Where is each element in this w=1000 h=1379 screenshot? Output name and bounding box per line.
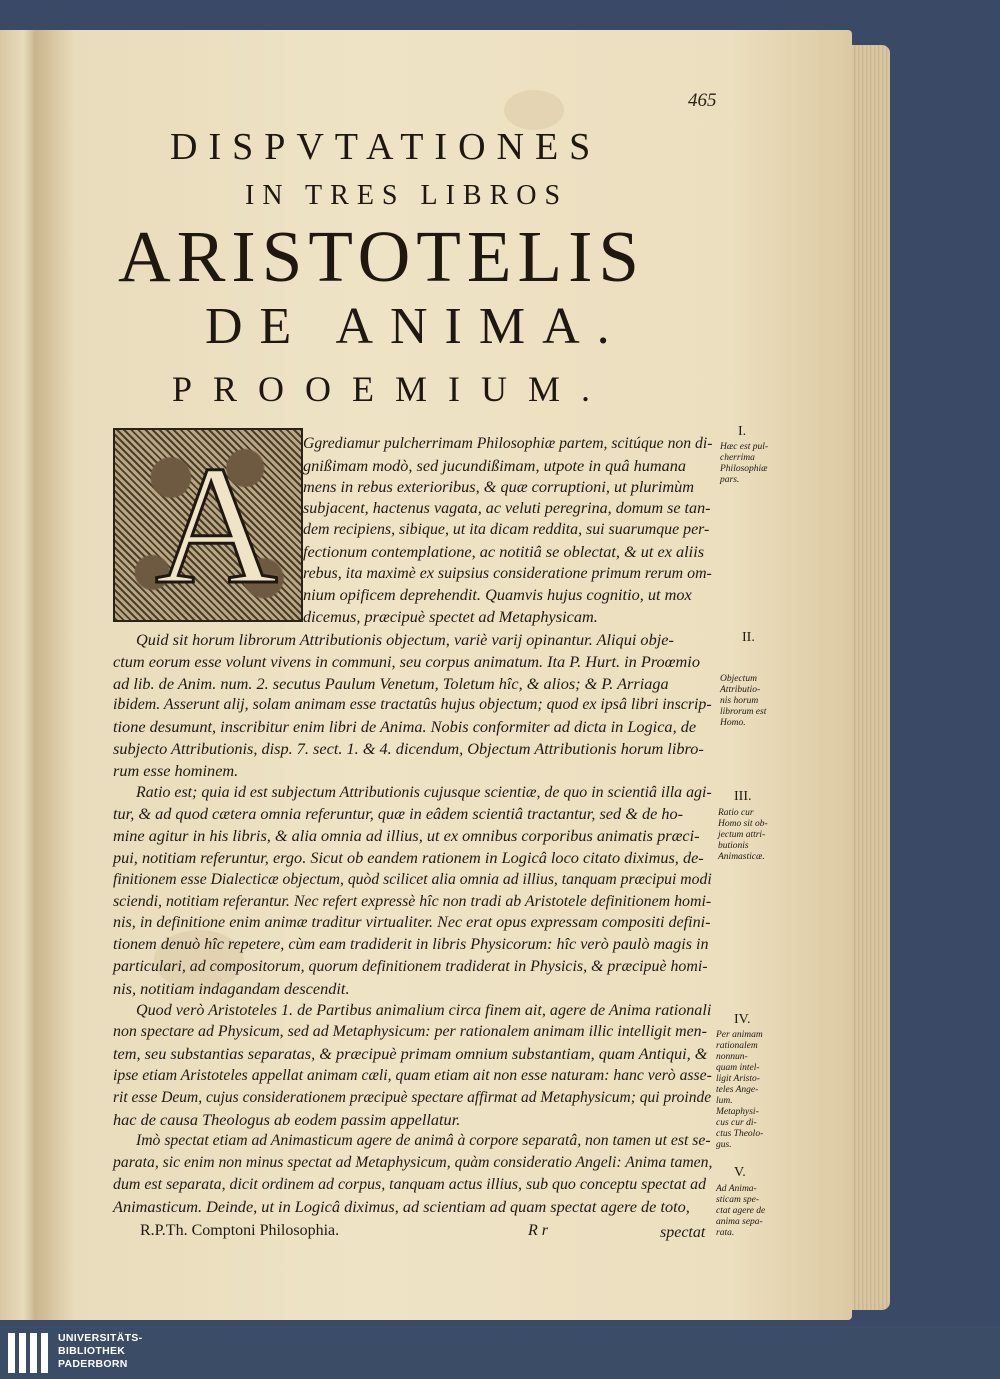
body-line: dem recipiens, sibique, ut ita dicam reddita, sui suarumque per- bbox=[303, 521, 710, 539]
body-line: nis, notitiam indagandam descendit. bbox=[113, 978, 350, 998]
margin-note-text: Metaphysi- bbox=[716, 1107, 759, 1117]
margin-note-text: pars. bbox=[720, 475, 740, 485]
library-name-line: PADERBORN bbox=[58, 1358, 128, 1370]
body-line: dum est separata, dicit ordinem ad corpus, tanquam actus illius, sub quo conceptu spectat ad bbox=[113, 1176, 707, 1193]
margin-note-text: gus. bbox=[716, 1140, 732, 1150]
margin-note-number: III. bbox=[734, 789, 752, 804]
body-line: parata, sic enim non minus spectat ad Metaphysicum, quàm consideratio Angeli: Anima tamen, bbox=[113, 1154, 713, 1172]
title-line-3: ARISTOTELIS bbox=[118, 216, 645, 297]
margin-note-text: sticam spe- bbox=[716, 1195, 760, 1205]
margin-note-text: Homo sit ob- bbox=[718, 819, 768, 829]
margin-note-text: butionis bbox=[718, 841, 749, 851]
library-banner bbox=[0, 1325, 1000, 1379]
body-line: sciendi, notitiam referantur. Nec refert expressè hîc non tradi ab Aristotele definitionem homi- bbox=[113, 892, 712, 910]
body-line: Animasticum. Deinde, ut in Logicâ diximus, ad scientiam ad quam spectat agere de toto, bbox=[113, 1196, 690, 1216]
body-line: subjacent, hactenus vagata, ac veluti peregrina, domum se tan- bbox=[303, 499, 711, 517]
body-line: hac de causa Theologus ab eodem passim appellatur. bbox=[113, 1109, 461, 1129]
margin-note-text: nis horum bbox=[720, 696, 759, 706]
margin-note-text: rata. bbox=[716, 1228, 735, 1238]
page-number: 465 bbox=[688, 90, 717, 111]
body-line: ipse etiam Aristoteles appellat animam cæli, quam etiam ait non esse naturam: hanc verò asse- bbox=[113, 1067, 712, 1084]
body-line: rum esse hominem. bbox=[113, 760, 239, 780]
ornamental-initial bbox=[113, 428, 303, 622]
margin-note-text: nonnun- bbox=[716, 1052, 748, 1062]
margin-note-text: Hæc est pul- bbox=[720, 442, 769, 452]
margin-note-number: II. bbox=[742, 630, 755, 645]
body-line: rit esse Deum, cujus considerationem præcipuè spectare affirmat ad Metaphysicum; qui proinde bbox=[113, 1088, 712, 1106]
body-line: ad lib. de Anim. num. 2. secutus Paulum Venetum, Toletum hîc, & alios; & P. Arriaga bbox=[113, 673, 669, 693]
margin-note-text: Philosophiæ bbox=[720, 464, 768, 474]
body-line: particulari, ad compositorum, quorum definitionem tradiderat in Physicis, & præcipuè homi- bbox=[113, 958, 708, 975]
body-line: tionem denuò hîc repetere, cùm eam tradiderit in libris Physicorum: hîc verò paulò magis in bbox=[113, 936, 709, 954]
margin-note-number: IV. bbox=[734, 1012, 751, 1027]
margin-note-text: Ad Anima- bbox=[716, 1184, 757, 1194]
section-heading: PROOEMIUM. bbox=[172, 369, 612, 409]
footer-running-title: R.P.Th. Comptoni Philosophia. bbox=[140, 1222, 340, 1239]
body-line: Quid sit horum librorum Attributionis objectum, variè varij opinantur. Aliqui obje- bbox=[136, 630, 674, 649]
margin-note-text: anima sepa- bbox=[716, 1217, 763, 1227]
margin-note-text: cherrima bbox=[720, 453, 755, 463]
margin-note-text: ctus Theolo- bbox=[716, 1129, 764, 1139]
margin-note-text: librorum est bbox=[720, 707, 767, 717]
margin-note-text: teles Ange- bbox=[716, 1085, 759, 1095]
margin-note-text: Ratio cur bbox=[718, 808, 754, 818]
body-line: tem, seu substantias separatas, & præcipuè primam omnium substantiam, quam Antiqui, & bbox=[113, 1044, 708, 1064]
body-line: ctum eorum esse volunt vivens in communi, seu corpus animatum. Ita P. Hurt. in Proœmio bbox=[113, 651, 700, 671]
margin-note-text: quam intel- bbox=[716, 1063, 760, 1073]
margin-note-text: Objectum bbox=[720, 674, 757, 684]
body-line: Ratio est; quia id est subjectum Attributionis cujusque scientiæ, de quo in scientiâ illa agi- bbox=[136, 783, 712, 801]
library-logo-icon bbox=[8, 1333, 50, 1373]
margin-note-number: V. bbox=[734, 1165, 746, 1180]
body-line: Quod verò Aristoteles 1. de Partibus animalium circa finem ait, agere de Anima rationali bbox=[136, 1001, 712, 1019]
margin-note-text: Homo. bbox=[720, 718, 746, 728]
margin-note-text: ctat agere de bbox=[716, 1206, 766, 1216]
body-line: mine agitur in his libris, & alia omnia ad illius, ut ex omnibus corporibus animatis præci- bbox=[113, 826, 700, 846]
body-line: dicemus, præcipuè spectet ad Metaphysicam. bbox=[303, 606, 598, 626]
signature-mark: R r bbox=[528, 1222, 548, 1239]
stain bbox=[504, 90, 564, 130]
body-line: Imò spectat etiam ad Animasticum agere de animâ à corpore separatâ, non tamen ut est se- bbox=[136, 1132, 711, 1150]
margin-note-text: ligit Aristo- bbox=[716, 1074, 760, 1084]
margin-note-number: I. bbox=[738, 424, 747, 439]
body-line: subjecto Attributionis, disp. 7. sect. 1. & 4. dicendum, Objectum Attributionis horum libro- bbox=[113, 739, 704, 758]
body-line: rebus, ita maximè ex suipsius consideratione primum rerum om- bbox=[303, 564, 712, 582]
margin-note-text: cus cur di- bbox=[716, 1118, 757, 1128]
body-line: finitionem esse Dialecticæ objectum, quòd scilicet alia omnia ad illius, tanquam præcipui modi bbox=[113, 870, 712, 888]
body-line: nis, in definitione enim animæ traditur virtualiter. Nec erat opus expressam compositi defini- bbox=[113, 914, 711, 932]
library-name bbox=[58, 1332, 142, 1371]
margin-note-text: rationalem bbox=[716, 1041, 758, 1051]
margin-note-text: jectum attri- bbox=[718, 830, 766, 840]
body-line: fectionum contemplatione, ac notitiâ se oblectat, & ut ex aliis bbox=[303, 542, 705, 561]
library-name-line: BIBLIOTHEK bbox=[58, 1345, 126, 1357]
body-line: tione desumunt, inscribitur enim libri de Anima. Nobis conformiter ad dicta in Logica, de bbox=[113, 717, 697, 737]
title-line-2: IN TRES LIBROS bbox=[245, 180, 569, 211]
margin-note-text: Attributio- bbox=[720, 685, 761, 695]
body-line: nium opificem deprehendit. Quamvis hujus cognitio, ut mox bbox=[303, 585, 692, 605]
margin-note-text: lum. bbox=[716, 1096, 733, 1106]
body-line: non spectare ad Physicum, sed ad Metaphysicum: per rationalem animam illic intelligit men- bbox=[113, 1023, 707, 1041]
margin-note-text: Animasticæ. bbox=[718, 852, 765, 862]
body-line: mens in rebus exterioribus, & quæ corruptioni, ut plurimùm bbox=[303, 477, 695, 497]
margin-note-text: Per animam bbox=[716, 1030, 763, 1040]
drop-cap-letter: A bbox=[155, 431, 278, 619]
library-name-line: UNIVERSITÄTS- bbox=[58, 1332, 143, 1344]
catchword: spectat bbox=[660, 1224, 706, 1241]
title-line-1: DISPVTATIONES bbox=[170, 126, 602, 168]
body-line: ibidem. Asserunt alij, solam animam esse tractatûs hujus objectum; quod ex ipsâ libri inscrip- bbox=[113, 696, 712, 714]
body-line: Ggrediamur pulcherrimam Philosophiæ partem, scitúque non di- bbox=[303, 435, 713, 452]
body-line: pui, notitiam referuntur, ergo. Sicut ob eandem rationem in Logicâ loco citato diximus, de- bbox=[113, 848, 704, 867]
body-line: tur, & ad quod cætera omnia referuntur, quæ in eâdem scientiâ tractantur, sed & de ho- bbox=[113, 804, 684, 824]
body-line: gnißimam modò, sed jucundißimam, utpote in quâ humana bbox=[303, 455, 687, 475]
title-line-4: DE ANIMA. bbox=[205, 298, 627, 355]
